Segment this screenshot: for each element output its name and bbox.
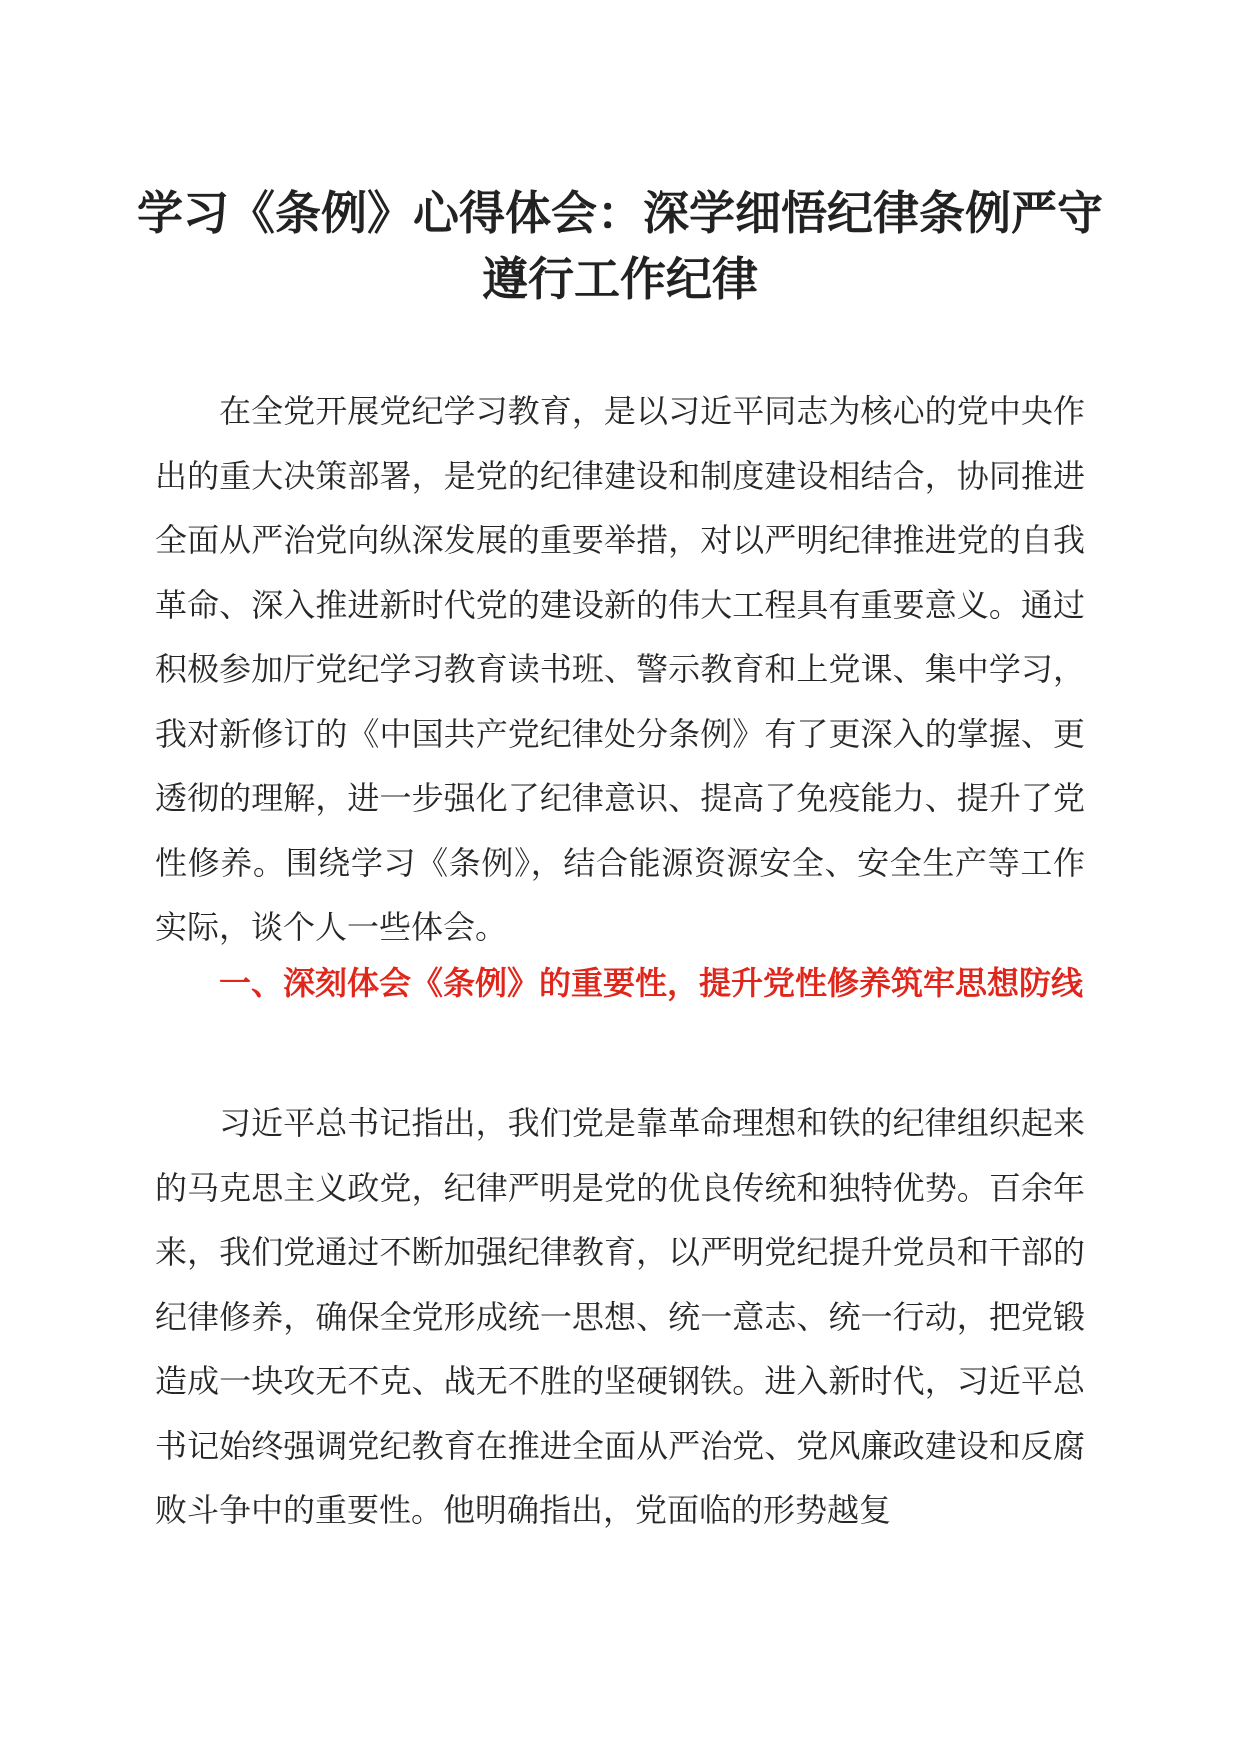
section-heading: 一、深刻体会《条例》的重要性，提升党性修养筑牢思想防线 [219, 964, 1084, 1002]
intro-paragraph: 在全党开展党纪学习教育，是以习近平同志为核心的党中央作出的重大决策部署，是党的纪律建设和制度建设相结合，协同推进全面从严治党向纵深发展的重要举措，对以严明纪律推进党的自我革命、深入推进新时代党的建设新的伟大工程具有重要意义。通过积极参加厅党纪学习教育读书班、警示教育和上党课、集中学习，我对新修订的《中国共产党纪律处分条例》有了更深入的掌握、更透彻的理解，进一步强化了纪律意识、提高了免疫能力、提升了党性修养。围绕学习《条例》，结合能源资源安全、安全生产等工作实际，谈个人一些体会。 [155, 392, 1085, 946]
section-paragraph: 习近平总书记指出，我们党是靠革命理想和铁的纪律组织起来的马克思主义政党，纪律严明是党的优良传统和独特优势。百余年来，我们党通过不断加强纪律教育，以严明党纪提升党员和干部的纪律修养，确保全党形成统一思想、统一意志、统一行动，把党锻造成一块攻无不克、战无不胜的坚硬钢铁。进入新时代，习近平总书记始终强调党纪教育在推进全面从严治党、党风廉政建设和反腐败斗争中的重要性。他明确指出，党面临的形势越复 [155, 1104, 1085, 1529]
document-title: 学习《条例》心得体会：深学细悟纪律条例严守遵行工作纪律 [137, 186, 1103, 306]
